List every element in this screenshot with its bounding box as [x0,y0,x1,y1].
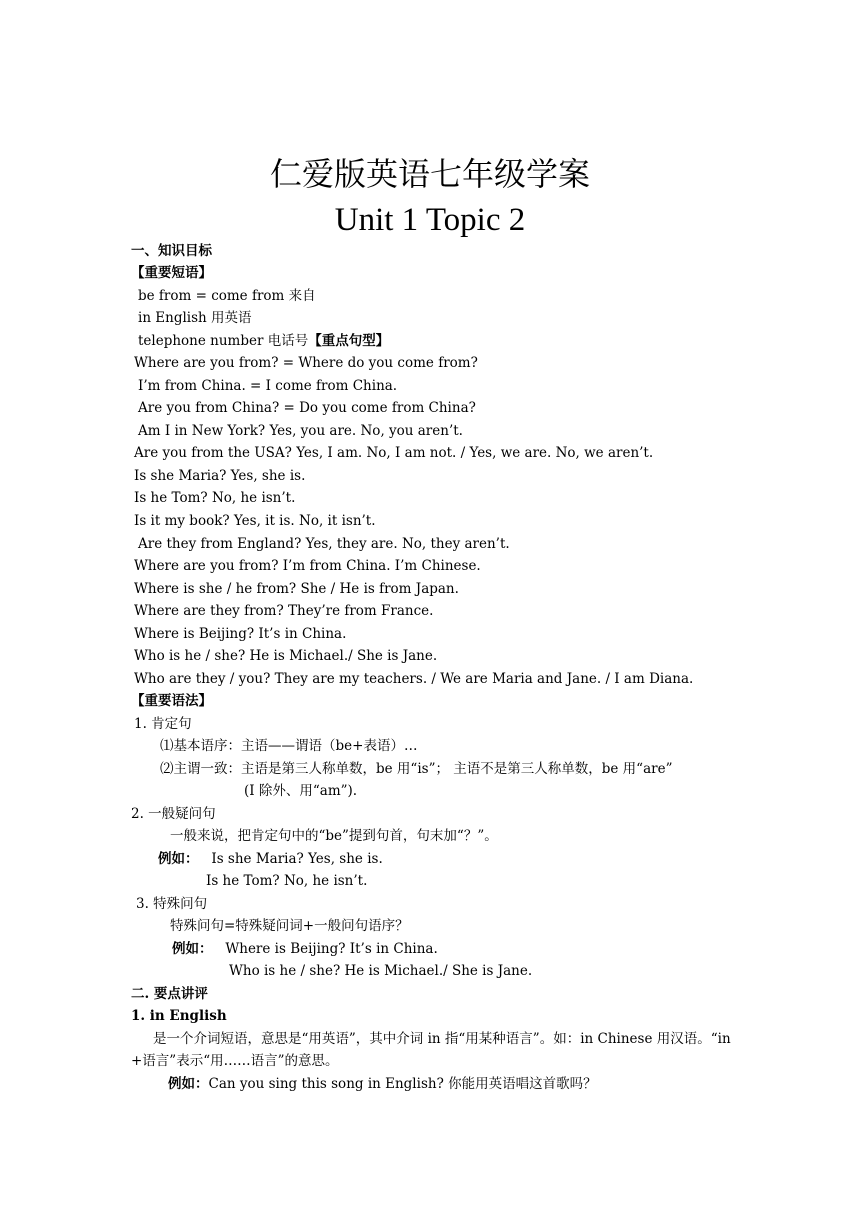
grammar-sub: ⑴基本语序：主语——谓语（be+表语）… [160,738,418,754]
phrase-text: telephone number 电话号 [138,333,309,349]
sentence-line: Where are they from? They’re from France. [134,603,434,619]
sentence-line: Where are you from? = Where do you come from? [134,355,478,371]
page-title-chinese: 仁爱版英语七年级学案 [269,155,590,193]
sentence-line: Who is he / she? He is Michael./ She is Jane. [134,648,438,664]
example-label: 例如： [168,1076,209,1092]
grammar-sub: ⑵主谓一致：主语是第三人称单数，be 用“is”； 主语不是第三人称单数，be 用“are” [160,761,673,777]
sentence-line: Who are they / you? They are my teachers. / We are Maria and Jane. / I am Diana. [134,671,694,687]
sentence-line: Are they from England? Yes, they are. No, they aren’t. [138,536,510,552]
sentence-line: I’m from China. = I come from China. [138,378,398,394]
sentence-line: Is it my book? Yes, it is. No, it isn’t. [134,513,376,529]
sentence-line: Where are you from? I’m from China. I’m Chinese. [134,558,481,574]
point-heading: 1. in English [131,1008,227,1024]
sentence-line: Is he Tom? No, he isn’t. [134,490,296,506]
sentence-line: Is she Maria? Yes, she is. [134,468,306,484]
example-line [158,849,383,869]
section-heading-points: 二. 要点讲评 [131,986,208,1002]
heading-grammar: 【重要语法】 [131,693,212,709]
heading-sentences: 【重点句型】 [308,333,390,349]
example-line [168,1074,597,1094]
example-label: 例如： [172,941,213,957]
example-text: Is she Maria? Yes, she is. [211,851,383,867]
sentence-line: Are you from China? = Do you come from China? [138,400,476,416]
sentence-line: Where is Beijing? It’s in China. [134,626,347,642]
section-heading-goals: 一、知识目标 [131,243,212,259]
heading-phrases: 【重要短语】 [131,265,212,281]
example-text: Can you sing this song in English? 你能用英语唱这首歌吗？ [208,1076,597,1092]
sentence-line: Are you from the USA? Yes, I am. No, I am not. / Yes, we are. No, we aren’t. [134,445,654,461]
example-line: Who is he / she? He is Michael./ She is Jane. [229,963,533,979]
example-text: Where is Beijing? It’s in China. [225,941,438,957]
sentence-line: Where is she / he from? She / He is from Japan. [134,581,459,597]
example-line: Is he Tom? No, he isn’t. [206,873,368,889]
grammar-sub: 一般来说，把肯定句中的“be”提到句首，句末加“？”。 [170,828,498,844]
example-label: 例如： [158,851,199,867]
phrase-line: in English 用英语 [138,310,252,326]
grammar-sub: (I 除外、用“am”). [244,783,358,799]
phrase-line [138,331,389,351]
example-line [172,939,438,959]
grammar-item: 3. 特殊问句 [136,896,208,912]
grammar-item: 2. 一般疑问句 [131,806,216,822]
point-paragraph: 是一个介词短语，意思是“用英语”，其中介词 in 指“用某种语言”。如：in Chinese 用汉语。“in +语言”表示“用……语言”的意思。 [131,1031,731,1069]
phrase-line: be from = come from 来自 [138,288,316,304]
page-title-english: Unit 1 Topic 2 [334,202,526,238]
grammar-sub: 特殊问句=特殊疑问词+一般问句语序？ [170,918,409,934]
sentence-line: Am I in New York? Yes, you are. No, you aren’t. [138,423,463,439]
grammar-item: 1. 肯定句 [134,716,192,732]
